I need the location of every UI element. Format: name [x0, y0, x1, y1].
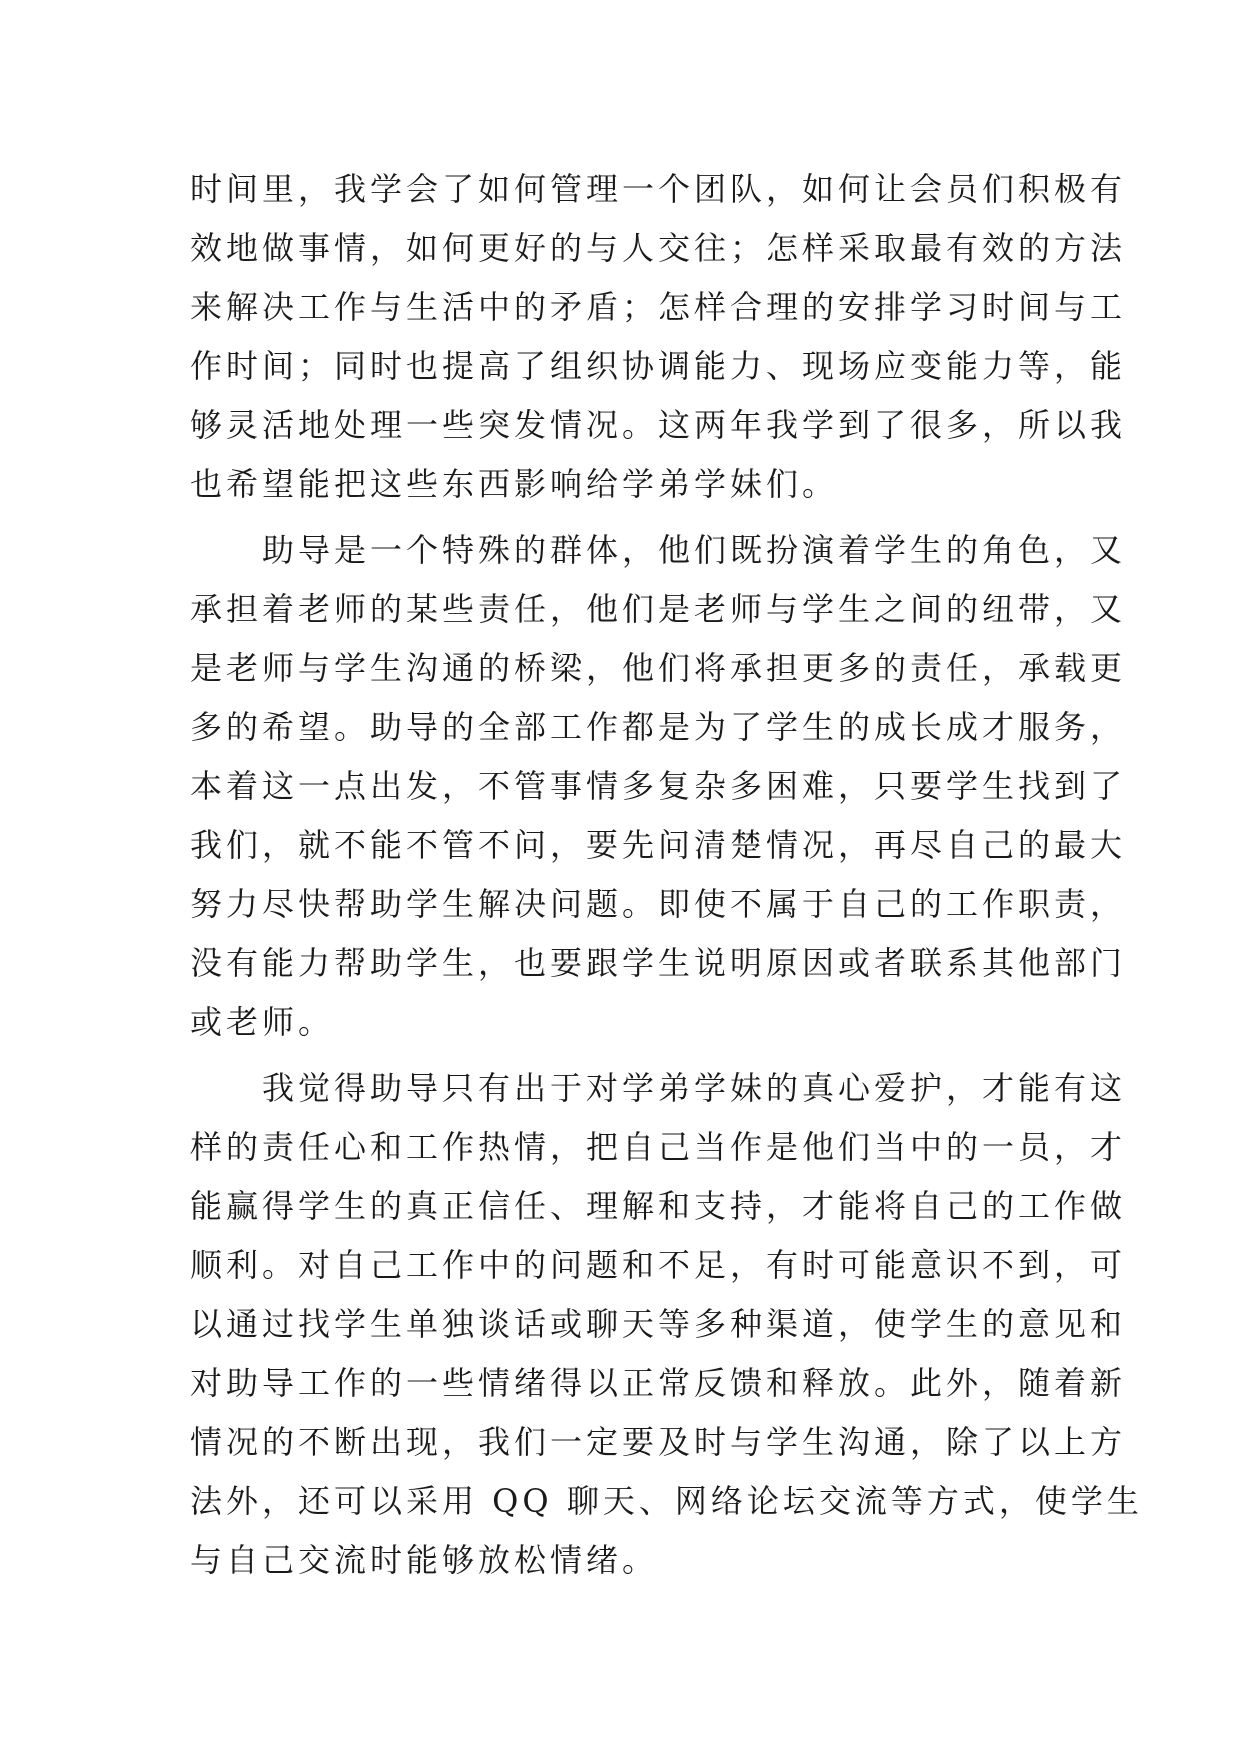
text-line: 我觉得助导只有出于对学弟学妹的真心爱护，才能有这	[190, 1069, 1127, 1107]
body-text	[190, 160, 1143, 1590]
text-line: 时间里，我学会了如何管理一个团队，如何让会员们积极有	[190, 170, 1127, 208]
text-line: 助导是一个特殊的群体，他们既扮演着学生的角色，又	[190, 531, 1127, 569]
text-line: 顺利。对自己工作中的问题和不足，有时可能意识不到，可	[190, 1246, 1127, 1284]
paragraph-gap	[190, 514, 1070, 521]
text-line: 与自己交流时能够放松情绪。	[190, 1541, 659, 1579]
text-line: 多的希望。助导的全部工作都是为了学生的成长成才服务，	[190, 708, 1127, 746]
text-line: 或老师。	[190, 1003, 335, 1041]
text-line: 我们，就不能不管不问，要先问清楚情况，再尽自己的最大	[190, 826, 1127, 864]
text-line: 也希望能把这些东西影响给学弟学妹们。	[190, 465, 839, 503]
text-line: 效地做事情，如何更好的与人交往；怎样采取最有效的方法	[190, 229, 1127, 267]
text-line: 样的责任心和工作热情，把自己当作是他们当中的一员，才	[190, 1128, 1127, 1166]
text-line: 法外，还可以采用 QQ 聊天、网络论坛交流等方式，使学生	[190, 1482, 1143, 1520]
text-line: 对助导工作的一些情绪得以正常反馈和释放。此外，随着新	[190, 1364, 1127, 1402]
text-line: 没有能力帮助学生，也要跟学生说明原因或者联系其他部门	[190, 944, 1127, 982]
text-line: 努力尽快帮助学生解决问题。即使不属于自己的工作职责，	[190, 885, 1127, 923]
text-line: 能赢得学生的真正信任、理解和支持，才能将自己的工作做	[190, 1187, 1127, 1225]
text-line: 本着这一点出发，不管事情多复杂多困难，只要学生找到了	[190, 767, 1127, 805]
text-line: 承担着老师的某些责任，他们是老师与学生之间的纽带，又	[190, 590, 1127, 628]
text-line: 情况的不断出现，我们一定要及时与学生沟通，除了以上方	[190, 1423, 1127, 1461]
text-line: 是老师与学生沟通的桥梁，他们将承担更多的责任，承载更	[190, 649, 1127, 687]
text-line: 以通过找学生单独谈话或聊天等多种渠道，使学生的意见和	[190, 1305, 1127, 1343]
text-line: 够灵活地处理一些突发情况。这两年我学到了很多，所以我	[190, 406, 1127, 444]
text-line: 来解决工作与生活中的矛盾；怎样合理的安排学习时间与工	[190, 288, 1127, 326]
text-line: 作时间；同时也提高了组织协调能力、现场应变能力等，能	[190, 347, 1127, 385]
paragraph-gap	[190, 1052, 1070, 1059]
